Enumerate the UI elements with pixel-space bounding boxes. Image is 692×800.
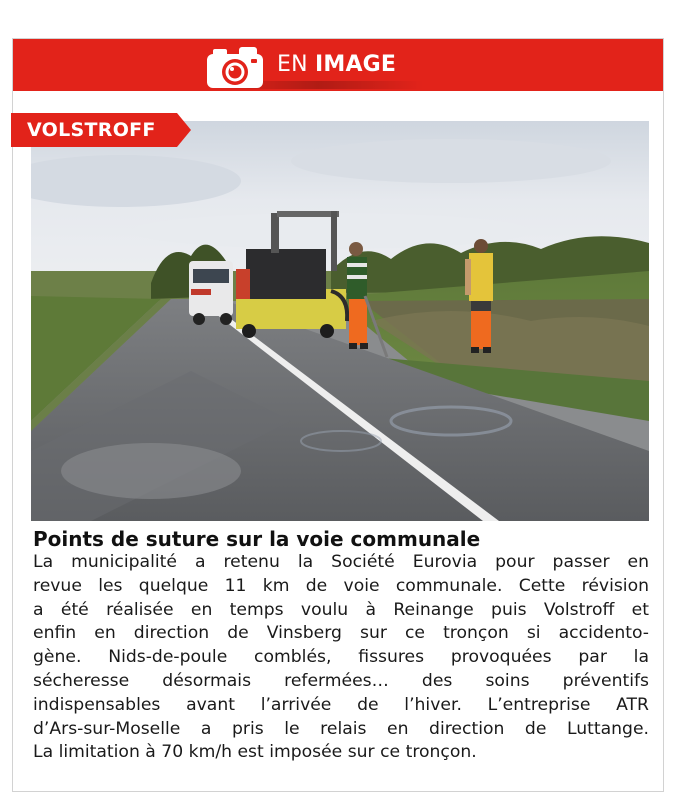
section-banner xyxy=(13,39,663,91)
location-tag-label: VOLSTROFF xyxy=(27,119,156,141)
location-tag xyxy=(11,113,191,147)
body-line: d’Ars-sur-Moselle a pris le relais en direction de Luttange. xyxy=(33,718,649,739)
article-body xyxy=(33,551,653,765)
section-title-regular: EN xyxy=(277,52,308,77)
body-line: gène. Nids-de-poule comblés, fissures provoquées par la xyxy=(33,647,649,668)
section-title-bold: IMAGE xyxy=(314,52,397,77)
body-line: La municipalité a retenu la Société Eurovia pour passer en xyxy=(33,552,649,572)
article-headline: Points de suture sur la voie communale xyxy=(33,527,481,551)
camera-icon xyxy=(199,45,271,91)
body-line: indispensables avant l’arrivée de l’hiver. L’entreprise ATR xyxy=(33,694,649,715)
road-repair-photo xyxy=(31,121,649,521)
article-photo xyxy=(31,121,649,521)
body-line: enfin en direction de Vinsberg sur ce tronçon si accidento- xyxy=(33,623,649,644)
article-frame xyxy=(12,38,664,792)
section-title xyxy=(277,49,396,81)
body-line: La limitation à 70 km/h est imposée sur ce tronçon. xyxy=(33,742,477,763)
body-line: a été réalisée en temps voulu à Reinange puis Volstroff et xyxy=(33,599,649,620)
body-line: revue les quelque 11 km de voie communale. Cette révision xyxy=(33,575,649,596)
body-line: sécheresse désormais refermées… des soins préventifs xyxy=(33,670,649,691)
